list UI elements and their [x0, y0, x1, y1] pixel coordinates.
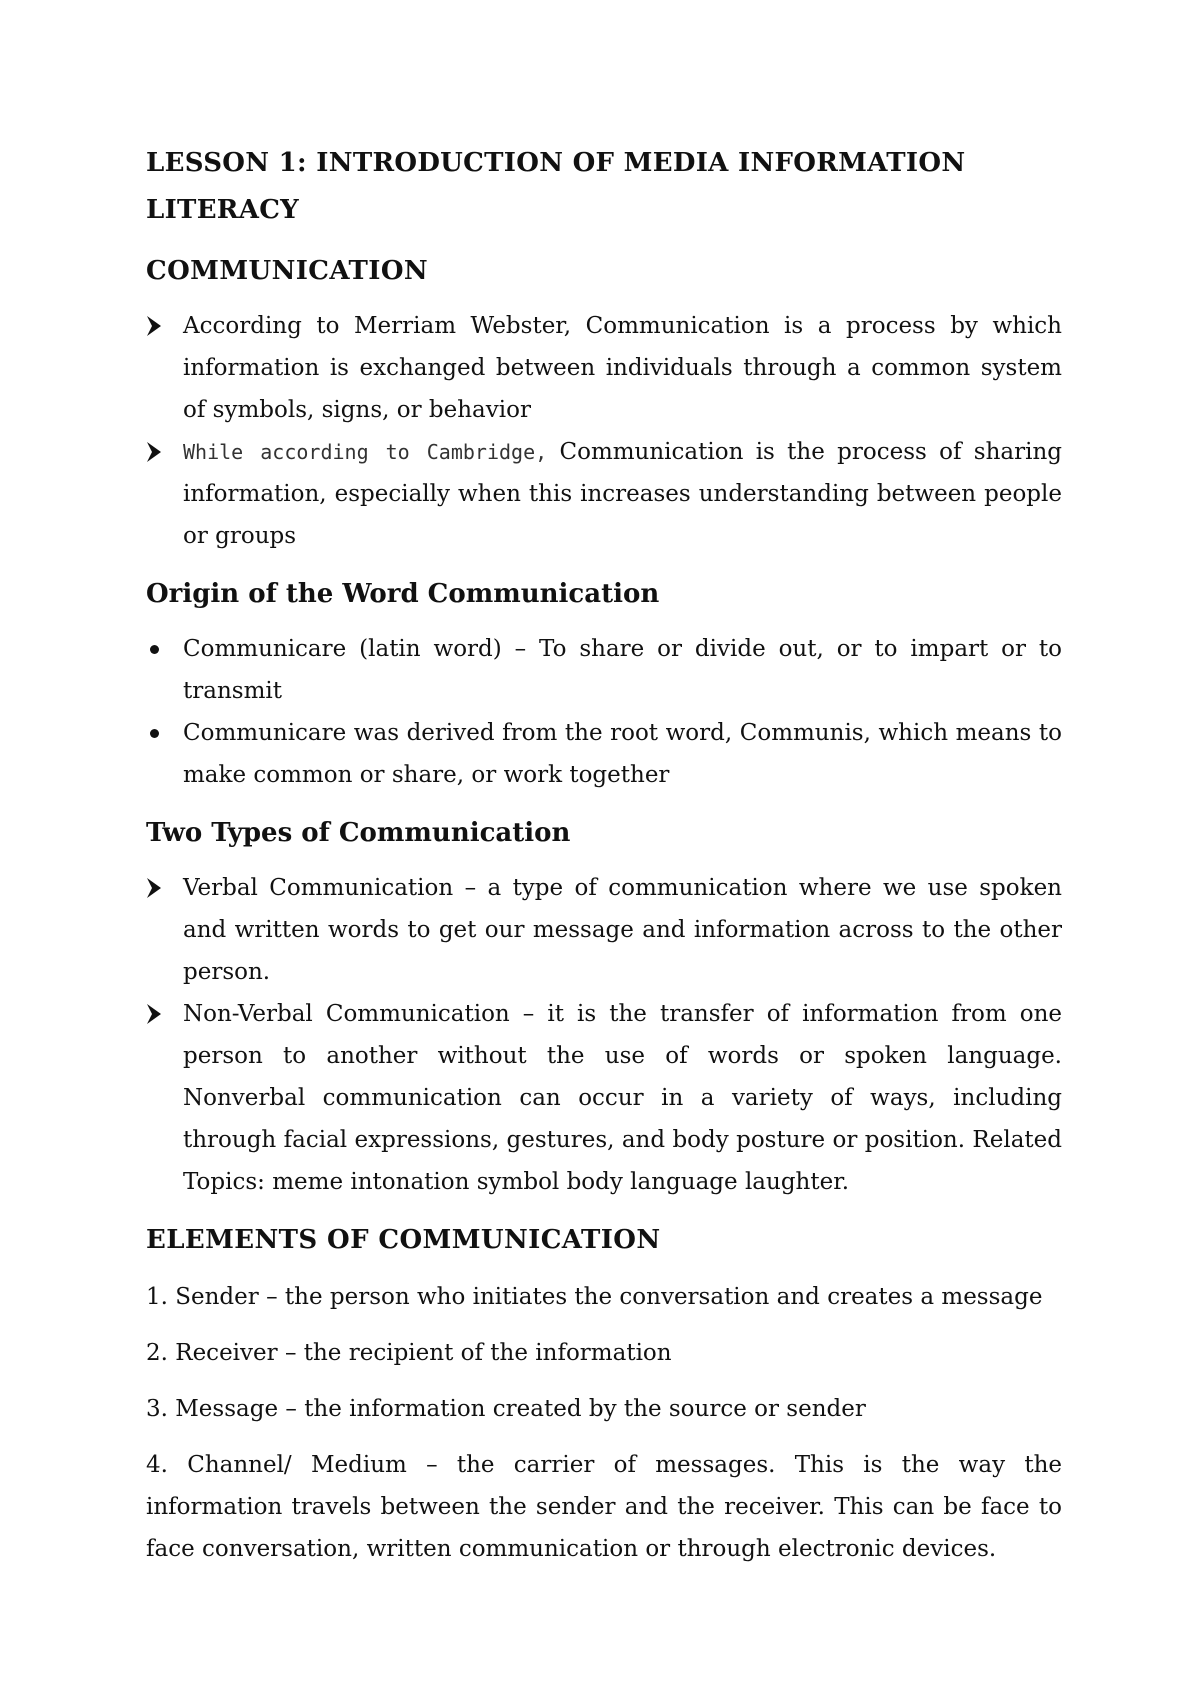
arrow-bullet-icon: [146, 1003, 162, 1025]
bullet-dot-icon: [150, 645, 159, 654]
definition-text: Communication is the process of sharing information, especially when this increases understanding between people or groups: [183, 439, 1062, 549]
origin-text: Communicare was derived from the root word, Communis, which means to make common or share, or work together: [183, 720, 1062, 788]
list-item: [146, 431, 1062, 557]
list-item: [146, 628, 1062, 712]
list-item: [146, 867, 1062, 993]
origin-heading: Origin of the Word Communication: [146, 579, 660, 609]
document-page: [146, 140, 1062, 1570]
origin-list: [146, 628, 1062, 796]
element-item-sender: 1. Sender – the person who initiates the conversation and creates a message: [146, 1284, 1043, 1310]
element-item-message: 3. Message – the information created by the source or sender: [146, 1396, 866, 1422]
page-title: LESSON 1: INTRODUCTION OF MEDIA INFORMATION LITERACY: [146, 148, 966, 225]
arrow-bullet-icon: [146, 877, 162, 899]
communication-heading: COMMUNICATION: [146, 256, 429, 286]
type-text: Verbal Communication – a type of communication where we use spoken and written words to get our message and information across to the other person.: [183, 875, 1062, 985]
list-item: [146, 305, 1062, 431]
origin-text: Communicare (latin word) – To share or divide out, or to impart or to transmit: [183, 636, 1062, 704]
bullet-dot-icon: [150, 729, 159, 738]
types-heading: Two Types of Communication: [146, 818, 571, 848]
element-item-channel: 4. Channel/ Medium – the carrier of messages. This is the way the information travels between the sender and the receiver. This can be face to face conversation, written communication or through electronic devices.: [146, 1452, 1062, 1562]
definition-text: According to Merriam Webster, Communication is a process by which information is exchanged between individuals through a common system of symbols, signs, or behavior: [183, 313, 1062, 423]
list-item: [146, 712, 1062, 796]
definition-lead: While according to Cambridge,: [183, 440, 548, 464]
type-text: Non-Verbal Communication – it is the transfer of information from one person to another without the use of words or spoken language. Nonverbal communication can occur in a variety of ways, including through facial expressions, gestures, and body posture or position. Related Topics: meme intonation symbol body language laughter.: [183, 1001, 1062, 1195]
arrow-bullet-icon: [146, 315, 162, 337]
elements-heading: ELEMENTS OF COMMUNICATION: [146, 1225, 661, 1255]
types-list: [146, 867, 1062, 1203]
arrow-bullet-icon: [146, 441, 162, 463]
communication-definitions-list: [146, 305, 1062, 557]
list-item: [146, 993, 1062, 1203]
element-item-receiver: 2. Receiver – the recipient of the information: [146, 1340, 672, 1366]
